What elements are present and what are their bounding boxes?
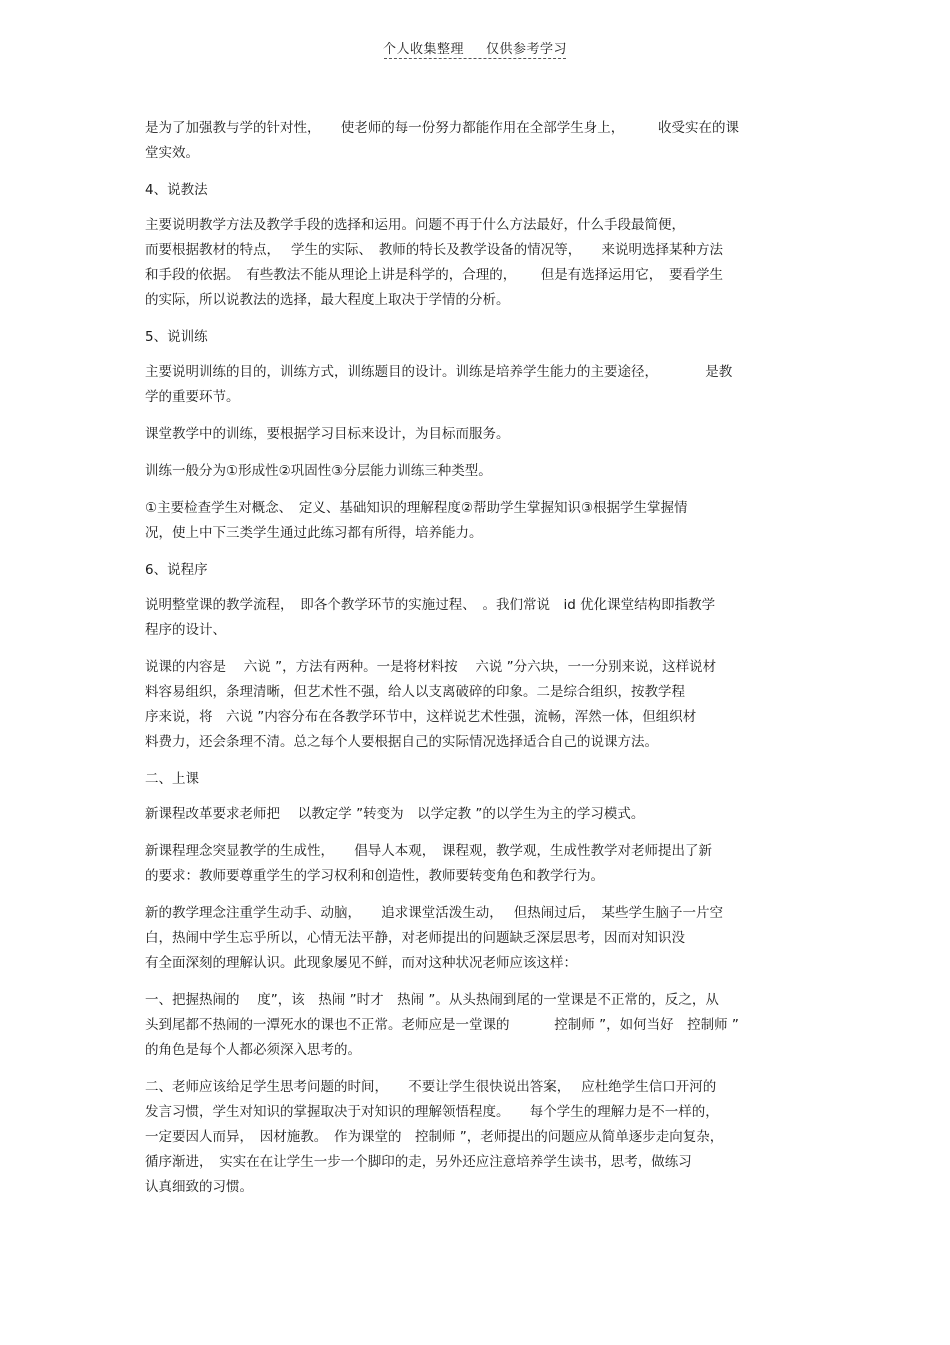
text-line: 新课程改革要求老师把 以教定学 ”转变为 以学定教 ”的以学生为主的学习模式。 <box>145 806 645 822</box>
text-line: 序来说，将 六说 ”内容分布在各教学环节中，这样说艺术性强，流畅，浑然一体，但组织材 <box>145 709 697 725</box>
text-line: 说明整堂课的教学流程， 即各个教学环节的实施过程、 。我们常说 id 优化课堂结构即指教学 <box>145 597 716 613</box>
header-left-text: 个人收集整理 <box>382 42 464 57</box>
text-line: 料容易组织，条理清晰，但艺术性不强，给人以支离破碎的印象。二是综合组织，按教学程 <box>145 684 685 700</box>
document-body <box>145 116 815 1212</box>
text-line: 训练一般分为①形成性②巩固性③分层能力训练三种类型。 <box>145 463 492 479</box>
page-header <box>0 38 950 57</box>
body-paragraph <box>145 988 815 1063</box>
section-heading <box>145 178 815 203</box>
body-paragraph <box>145 655 815 755</box>
text-line: 二、老师应该给足学生思考问题的时间， 不要让学生很快说出答案， 应杜绝学生信口开河的 <box>145 1079 717 1095</box>
text-line: 头到尾都不热闹的一潭死水的课也不正常。老师应是一堂课的 控制师 ”，如何当好 控制师 ” <box>145 1017 739 1033</box>
body-paragraph <box>145 422 815 447</box>
text-line: 程序的设计、 <box>145 622 226 638</box>
body-paragraph <box>145 459 815 484</box>
section-heading <box>145 767 815 792</box>
text-line: 二、上课 <box>145 771 199 787</box>
text-line: 是为了加强教与学的针对性， 使老师的每一份努力都能作用在全部学生身上， 收受实在的课 <box>145 120 739 136</box>
body-paragraph <box>145 213 815 313</box>
text-line: 的角色是每个人都必须深入思考的。 <box>145 1042 361 1058</box>
text-line: ①主要检查学生对概念、 定义、基础知识的理解程度②帮助学生掌握知识③根据学生掌握情 <box>145 500 688 516</box>
text-line: 课堂教学中的训练，要根据学习目标来设计，为目标而服务。 <box>145 426 510 442</box>
text-line: 和手段的依据。 有些教法不能从理论上讲是科学的，合理的， 但是有选择运用它， 要看学生 <box>145 267 724 283</box>
text-line: 发言习惯，学生对知识的掌握取决于对知识的理解领悟程度。 每个学生的理解力是不一样的， <box>145 1104 719 1120</box>
text-line: 循序渐进， 实实在在让学生一步一个脚印的走，另外还应注意培养学生读书，思考，做练习 <box>145 1154 692 1170</box>
text-line: 新的教学理念注重学生动手、动脑， 追求课堂活泼生动， 但热闹过后， 某些学生脑子一片空 <box>145 905 724 921</box>
text-line: 有全面深刻的理解认识。此现象屡见不鲜，而对这种状况老师应该这样： <box>145 955 577 971</box>
text-line: 新课程理念突显教学的生成性， 倡导人本观， 课程观，教学观，生成性教学对老师提出了新 <box>145 843 712 859</box>
body-paragraph <box>145 593 815 643</box>
text-line: 主要说明教学方法及教学手段的选择和运用。问题不再于什么方法最好，什么手段最简便， <box>145 217 685 233</box>
text-line: 白，热闹中学生忘乎所以，心情无法平静，对老师提出的问题缺乏深层思考，因而对知识没 <box>145 930 685 946</box>
body-paragraph <box>145 901 815 976</box>
text-line: 说课的内容是 六说 ”，方法有两种。一是将材料按 六说 ”分六块，一一分别来说，这样说材 <box>145 659 717 675</box>
header-divider <box>384 58 566 59</box>
text-line: 的要求：教师要尊重学生的学习权利和创造性，教师要转变角色和教学行为。 <box>145 868 604 884</box>
section-heading <box>145 558 815 583</box>
body-paragraph <box>145 116 815 166</box>
text-line: 堂实效。 <box>145 145 199 161</box>
text-line: 一定要因人而异， 因材施教。 作为课堂的 控制师 ”，老师提出的问题应从简单逐步走向复杂， <box>145 1129 724 1145</box>
text-line: 主要说明训练的目的，训练方式，训练题目的设计。训练是培养学生能力的主要途径， 是教 <box>145 364 733 380</box>
body-paragraph <box>145 839 815 889</box>
header-right-text: 仅供参考学习 <box>486 42 568 57</box>
text-line: 料费力，还会条理不清。总之每个人要根据自己的实际情况选择适合自己的说课方法。 <box>145 734 658 750</box>
body-paragraph <box>145 1075 815 1200</box>
text-line: 况，使上中下三类学生通过此练习都有所得，培养能力。 <box>145 525 483 541</box>
text-line: 学的重要环节。 <box>145 389 240 405</box>
text-line: 6、说程序 <box>145 562 208 578</box>
text-line: 一、把握热闹的 度”，该 热闹 ”时才 热闹 ”。从头热闹到尾的一堂课是不正常的，反之，从 <box>145 992 719 1008</box>
body-paragraph <box>145 360 815 410</box>
text-line: 而要根据教材的特点， 学生的实际、 教师的特长及教学设备的情况等， 来说明选择某种方法 <box>145 242 724 258</box>
text-line: 的实际，所以说教法的选择，最大程度上取决于学情的分析。 <box>145 292 510 308</box>
body-paragraph <box>145 802 815 827</box>
text-line: 5、说训练 <box>145 329 208 345</box>
text-line: 认真细致的习惯。 <box>145 1179 253 1195</box>
text-line: 4、说教法 <box>145 182 208 198</box>
body-paragraph <box>145 496 815 546</box>
section-heading <box>145 325 815 350</box>
